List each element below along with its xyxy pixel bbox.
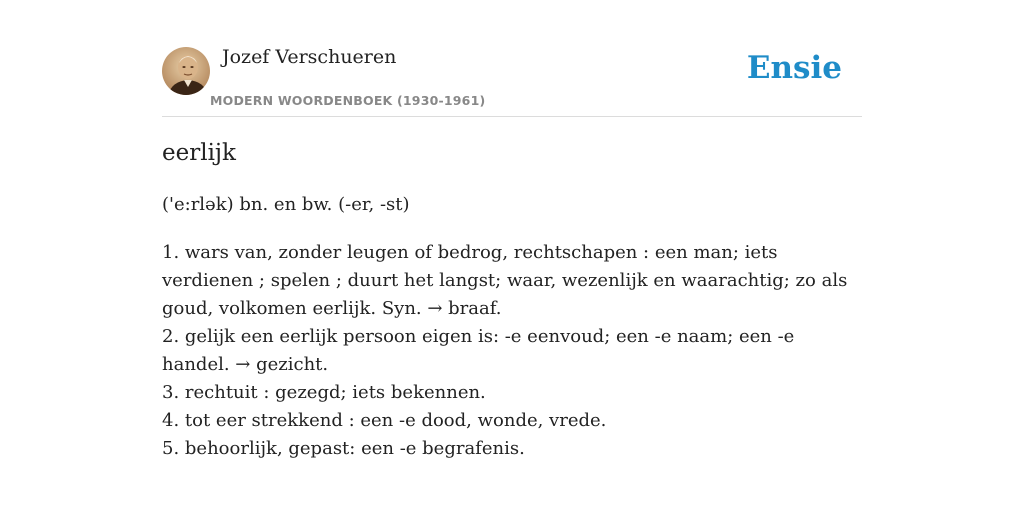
definition-list	[162, 239, 862, 463]
definition-item: 4. tot eer strekkend : een -e dood, wonde, vrede.	[162, 410, 607, 431]
definition-item: 3. rechtuit : gezegd; iets bekennen.	[162, 382, 486, 403]
grammar-notation: ('e:rlək) bn. en bw. (-er, -st)	[162, 194, 410, 215]
source-dictionary: MODERN WOORDENBOEK (1930-1961)	[210, 93, 486, 108]
definition-item: 1. wars van, zonder leugen of bedrog, rechtschapen : een man; iets verdienen ; spelen ; duurt het langst; waar, wezenlijk en waarachtig; zo als goud, volkomen eerlijk. Syn. → braaf.	[162, 242, 848, 319]
headword: eerlijk	[162, 140, 236, 166]
ensie-logo-link[interactable]: Ensie	[746, 50, 842, 86]
definition-item: 2. gelijk een eerlijk persoon eigen is: -e eenvoud; een -e naam; een -e handel. → gezicht.	[162, 326, 795, 375]
author-name[interactable]: Jozef Verschueren	[222, 46, 397, 68]
definition-item: 5. behoorlijk, gepast: een -e begrafenis.	[162, 438, 525, 459]
entry-header	[162, 44, 862, 117]
author-portrait-icon[interactable]	[162, 47, 210, 95]
